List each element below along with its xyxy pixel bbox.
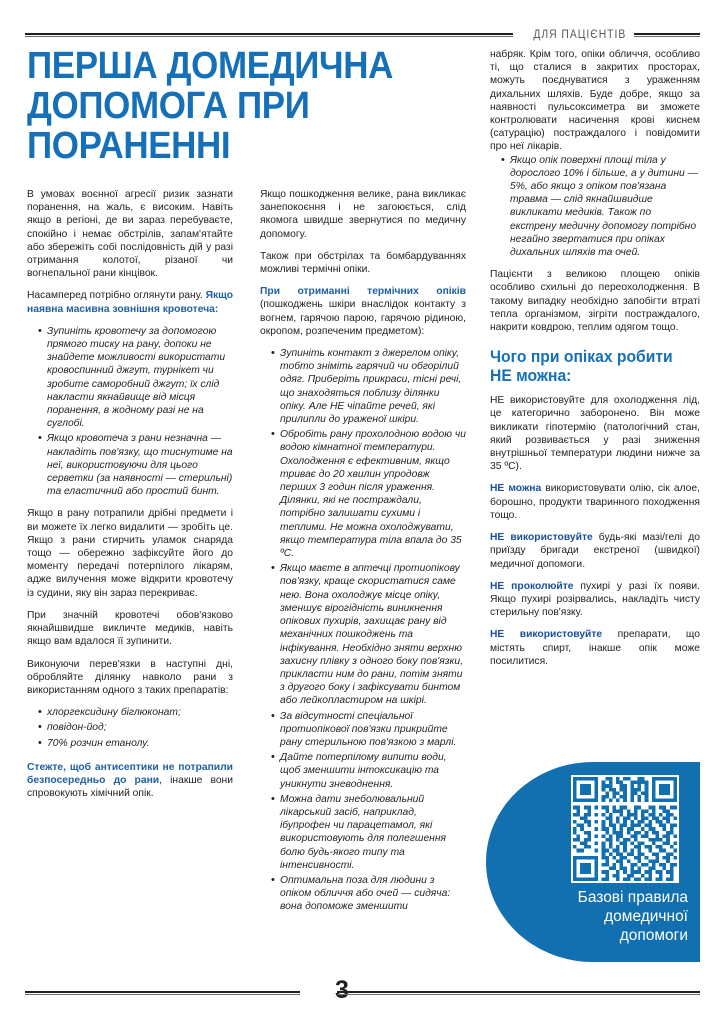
list-item: • Якщо маєте в аптечці протиопікову пов'язку, краще скористатися саме нею. Вона охолоджує місце опіку, зменшує вірогідність виникнення опікових пухирів, захищає рану від механічних пошкоджень та інфікування. Необхідно зняти верхню захисну плівку з одного боку пов'язки, прикласти ним до рани, потім зняти з другого боку і зафіксувати бинтом або лейкопластиром на шкірі. <box>273 562 466 707</box>
paragraph: НЕ використовуйте для охолодження лід, це категорично заборонено. Він може викликати гіпотермію (патологічний стан, який розвивається у разі зниження внутрішньої температури людини нижче за 35 ºС). <box>490 395 700 473</box>
page-title-line-1: ПЕРША ДОМЕДИЧНА <box>27 45 393 87</box>
paragraph: Пацієнти з великою площею опіків особливо схильні до переохолодження. В такому випадку необхідно запобігти втраті тепла організмом, зігріти постраждалого, накрити ковдрою, теплим одягом тощо. <box>490 269 700 334</box>
list-item: • Якщо кровотеча з рани незначна — накладіть пов'язку, що тиснутиме на неї, використовуючи для цього серветки (за наявності — стерильні) та еластичний або простий бинт. <box>40 432 233 498</box>
emphasis-heading: Якщо наявна масивна зовнішня кровотеча: <box>27 290 233 315</box>
emphasis-heading: НЕ проколюйте <box>490 580 574 592</box>
section-heading <box>490 348 690 386</box>
paragraph <box>490 482 700 522</box>
paragraph-tail: будь-які мазі/гелі до приїзду бригади екстреної (швидкої) медичної допомоги. <box>490 532 700 570</box>
paragraph <box>490 628 700 668</box>
qr-panel-caption <box>516 888 688 945</box>
paragraph: Якщо в рану потрапили дрібні предмети і ви можете їх легко видалити — зробіть це. Якщо з рани стирчить уламок снаряда тощо — обережно зафіксуйте його до моменту передачі потерпілого лікарям, адже вилучення може відкрити кровотечу із судини, яку він зараз перекриває. <box>27 508 233 599</box>
paragraph-tail: використовувати олію, сік алое, борошно, продукти тваринного походження тощо. <box>490 483 700 521</box>
header-rule-right <box>634 33 700 37</box>
page-number: 3 <box>335 976 349 1004</box>
footer-rule-right <box>337 991 700 995</box>
list-item: • 70% розчин етанолу. <box>40 737 233 750</box>
paragraph-tail: препарати, що містять спирт, інакше опік може посилитися. <box>490 629 700 667</box>
header-rule-left <box>25 33 513 37</box>
paragraph: Також при обстрілах та бомбардуваннях можливі термічні опіки. <box>260 250 466 276</box>
list-item: • Оптимальна поза для людини з опіком обличчя або очей — сидяча: вона допоможе зменшити <box>273 874 466 914</box>
qr-promo-panel[interactable] <box>486 762 700 962</box>
paragraph: набряк. Крім того, опіки обличчя, особливо ті, що сталися в закритих просторах, можуть поєднуватися з ураженням дихальних шляхів. Буде добре, якщо за наявності пульсоксиметра ви зможете контролювати насичення крові киснем (сатурацію) постраждалого і повідомити про неї лікарів. <box>490 49 700 153</box>
paragraph <box>490 531 700 571</box>
footer-rule-left <box>25 991 300 995</box>
body-column-3 <box>490 48 700 677</box>
paragraph <box>27 289 233 315</box>
qr-caption-line-1: Базові правила <box>577 889 688 906</box>
emphasis-heading: При отриманні термічних опіків <box>260 286 466 298</box>
list-item: • Якщо опік поверхні площі тіла у дорослого 10% і більше, а у дитини — 5%, або якщо з опіком пов'язана травма — слід якнайшвидше викликати медиків. Також по екстрену медичну допомогу потрібно негайно звертатися при опіках дихальних шляхів та очей. <box>503 154 700 260</box>
list-item: • хлоргексидину бiглюконат; <box>40 706 233 719</box>
paragraph: При значній кровотечі обов'язково якнайшвидше викличте медиків, навіть якщо вам вдалося її зупинити. <box>27 609 233 648</box>
qr-code-svg <box>573 777 677 881</box>
qr-code-icon[interactable] <box>571 775 679 883</box>
section-heading-line-1: Чого при опіках робити <box>490 348 673 367</box>
list-item: • Зупиніть кровотечу за допомогою прямого тиску на рану, допоки не знайдете можливості використати кровоспинний джгут, турнікет чи зробите саморобний джгут; їх слід накласти якнайвище від місця поранення, в жодному разі не на суглобі. <box>40 325 233 431</box>
page-title-line-2: ДОПОМОГА ПРИ <box>27 85 310 127</box>
bullet-list <box>260 347 466 914</box>
list-item: • За відсутності спеціальної протиопікової пов'язки прикрийте рану стерильною пов'язкою з марлі. <box>273 710 466 750</box>
paragraph: Виконуючи перев'язки в наступні дні, обробляйте ділянку навколо рани з використанням одного з таких препаратів: <box>27 658 233 696</box>
paragraph-tail: (пошкоджень шкіри внаслідок контакту з вогнем, гарячою парою, гарячою рідиною, окропом, розпеченим предметом): <box>260 299 466 337</box>
section-kicker: ДЛЯ ПАЦІЄНТІВ <box>533 29 626 41</box>
paragraph <box>490 580 700 620</box>
qr-caption-line-2: домедичної <box>604 908 688 925</box>
paragraph: В умовах воєнної агресії ризик зазнати поранення, на жаль, є високим. Навіть якщо в регіоні, де ви зараз перебуваєте, спокійно і немає обстрілів, запам'ятайте або збережіть собі послідовність дій у разі отримання колотої, різаної чи вогнепальної рани кінцівок. <box>27 189 233 280</box>
section-heading-line-2: НЕ можна: <box>490 367 572 386</box>
paragraph <box>260 285 466 338</box>
page-footer <box>25 976 700 1004</box>
page-title-line-3: ПОРАНЕННІ <box>27 125 231 167</box>
emphasis-heading: НЕ можна <box>490 483 542 495</box>
page-header <box>25 29 700 41</box>
emphasis-heading: Стежте, щоб антисептики не потрапили безпосередньо до рани <box>27 761 233 786</box>
drug-list <box>27 706 233 750</box>
page-title <box>27 46 432 166</box>
list-item: • повідон-йод; <box>40 721 233 734</box>
qr-caption-line-3: допомоги <box>619 927 688 944</box>
body-column-1 <box>27 188 233 809</box>
bullet-list <box>490 154 700 260</box>
paragraph-tail: , інакше вони спровокують хімічний опік. <box>27 774 233 800</box>
paragraph <box>27 761 233 801</box>
list-item: • Обробіть рану прохолодною водою чи водою кімнатної температури. Охолодження є ефективним, якщо триває до 20 хвилин упродовж перших 3 годин після ураження. Ділянки, які не постраждали, потрібно залишати сухими і теплими. Не можна охолоджувати, якщо температура тіла впала до 35 ºС. <box>273 428 466 560</box>
emphasis-heading: НЕ використовуйте <box>490 532 593 544</box>
body-column-2 <box>260 188 466 923</box>
list-item: • Зупиніть контакт з джерелом опіку, тобто зніміть гарячий чи обгорілий одяг. Приберіть прикраси, тісні речі, що знаходяться поблизу ділянки опіку. Але НЕ чіпайте речей, які прилипли до ураженої шкіри. <box>273 347 466 426</box>
list-item: • Можна дати знеболювальний лікарський засіб, наприклад, ібупрофен чи парацетамол, які використовують для полегшення болю будь-якого типу та інтенсивності. <box>273 793 466 872</box>
paragraph: Якщо пошкодження велике, рана викликає занепокоєння і не загоюється, слід якомога швидше звернутися по медичну допомогу. <box>260 189 466 240</box>
emphasis-heading: НЕ використовуйте <box>490 629 603 641</box>
bullet-list <box>27 325 233 499</box>
paragraph-tail: пухирі у разі їх появи. Якщо пухирі розірвались, накладіть чисту стерильну пов'язку. <box>490 580 700 619</box>
list-item: • Дайте потерпілому випити води, щоб зменшити інтоксикацію та уникнути зневоднення. <box>273 751 466 791</box>
paragraph-lead: Насамперед потрібно оглянути рану. <box>27 290 206 302</box>
